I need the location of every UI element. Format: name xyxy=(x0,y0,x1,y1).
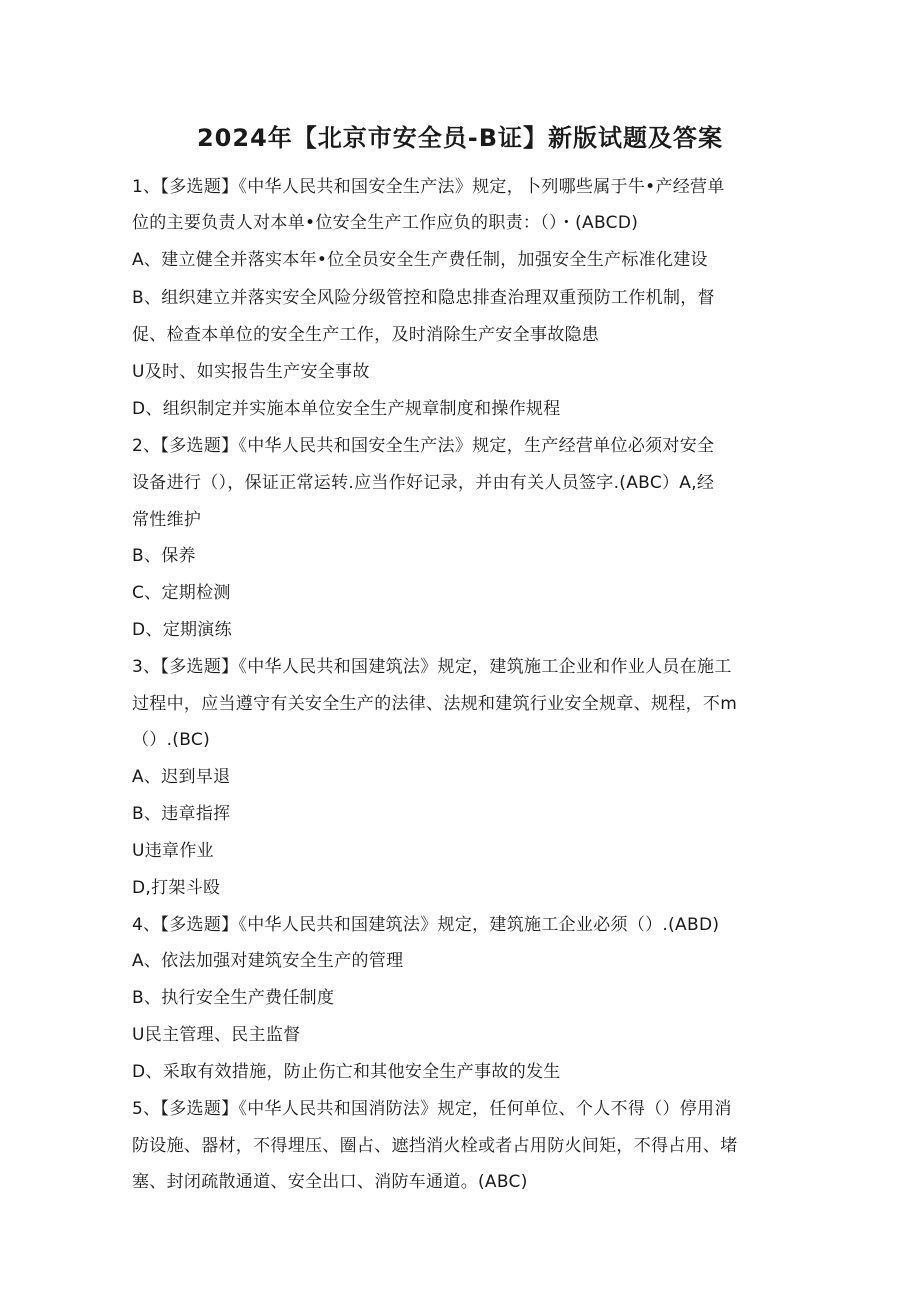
question-4-option-d: D、采取有效措施，防止伤亡和其他安全生产事故的发生 xyxy=(132,1062,561,1082)
question-3-option-a: A、迟到早退 xyxy=(132,767,231,787)
question-5-stem-line-1: 5、【多选题】《中华人民共和国消防法》规定，任何单位、个人不得（）停用消 xyxy=(132,1099,732,1119)
question-1-option-b-line-1: B、组织建立并落实安全风险分级管控和隐忠排查治理双重预防工作机制，督 xyxy=(132,288,715,308)
question-3-option-b: B、违章指挥 xyxy=(132,804,231,824)
question-5-stem-line-2: 防设施、器材，不得埋压、圈占、遮挡消火栓或者占用防火间矩，不得占用、堵 xyxy=(132,1136,738,1156)
question-5-stem-line-3: 塞、封闭疏散通道、安全出口、消防车通道。(ABC) xyxy=(132,1172,528,1192)
document-title: 2024年【北京市安全员-B证】新版试题及答案 xyxy=(196,124,724,152)
question-3-stem-line-1: 3、【多选题】《中华人民共和国建筑法》规定，建筑施工企业和作业人员在施工 xyxy=(132,657,732,677)
question-2-stem-line-1: 2、【多选题】《中华人民共和国安全生产法》规定，生产经营单位必须对安全 xyxy=(132,436,715,456)
question-1-option-c: U及时、如实报告生产安全事故 xyxy=(132,362,370,382)
question-3-stem-line-3: （）.(BC) xyxy=(132,730,211,750)
question-2-option-d: D、定期演练 xyxy=(132,620,232,640)
question-3-stem-line-2: 过程中，应当遵守有关安全生产的法律、法规和建筑行业安全规章、规程，不m xyxy=(132,694,738,714)
question-4-option-b: B、执行安全生产费任制度 xyxy=(132,988,335,1008)
question-4-stem: 4、【多选题】《中华人民共和国建筑法》规定，建筑施工企业必须（）.(ABD) xyxy=(132,915,720,935)
question-3-option-c: U违章作业 xyxy=(132,841,214,861)
question-1-option-b-line-2: 促、检查本单位的安全生产工作，及时消除生产安全事故隐患 xyxy=(132,325,600,345)
question-1-stem-line-2: 位的主要负责人对本单•位安全生产工作应负的职责：（）・(ABCD) xyxy=(132,213,639,233)
question-2-option-a-cont: 常性维护 xyxy=(132,510,202,530)
question-2-option-b: B、保养 xyxy=(132,546,196,566)
question-1-option-a: A、建立健全并落实本年•位全员安全生产费任制，加强安全生产标准化建设 xyxy=(132,250,708,270)
question-4-option-a: A、依法加强对建筑安全生产的管理 xyxy=(132,951,404,971)
question-2-option-c: C、定期检测 xyxy=(132,583,231,603)
question-1-stem-line-1: 1、【多选题】《中华人民共和国安全生产法》规定，卜列哪些属于牛•产经营单 xyxy=(132,177,725,197)
question-3-option-d: D,打架斗殴 xyxy=(132,878,221,898)
question-4-option-c: U民主管理、民主监督 xyxy=(132,1025,301,1045)
question-1-option-d: D、组织制定并实施本单位安全生产规章制度和操作规程 xyxy=(132,399,561,419)
question-2-stem-line-2: 设备进行（），保证正常运转.应当作好记录，并由有关人员签字.(ABC）A,经 xyxy=(132,473,715,493)
